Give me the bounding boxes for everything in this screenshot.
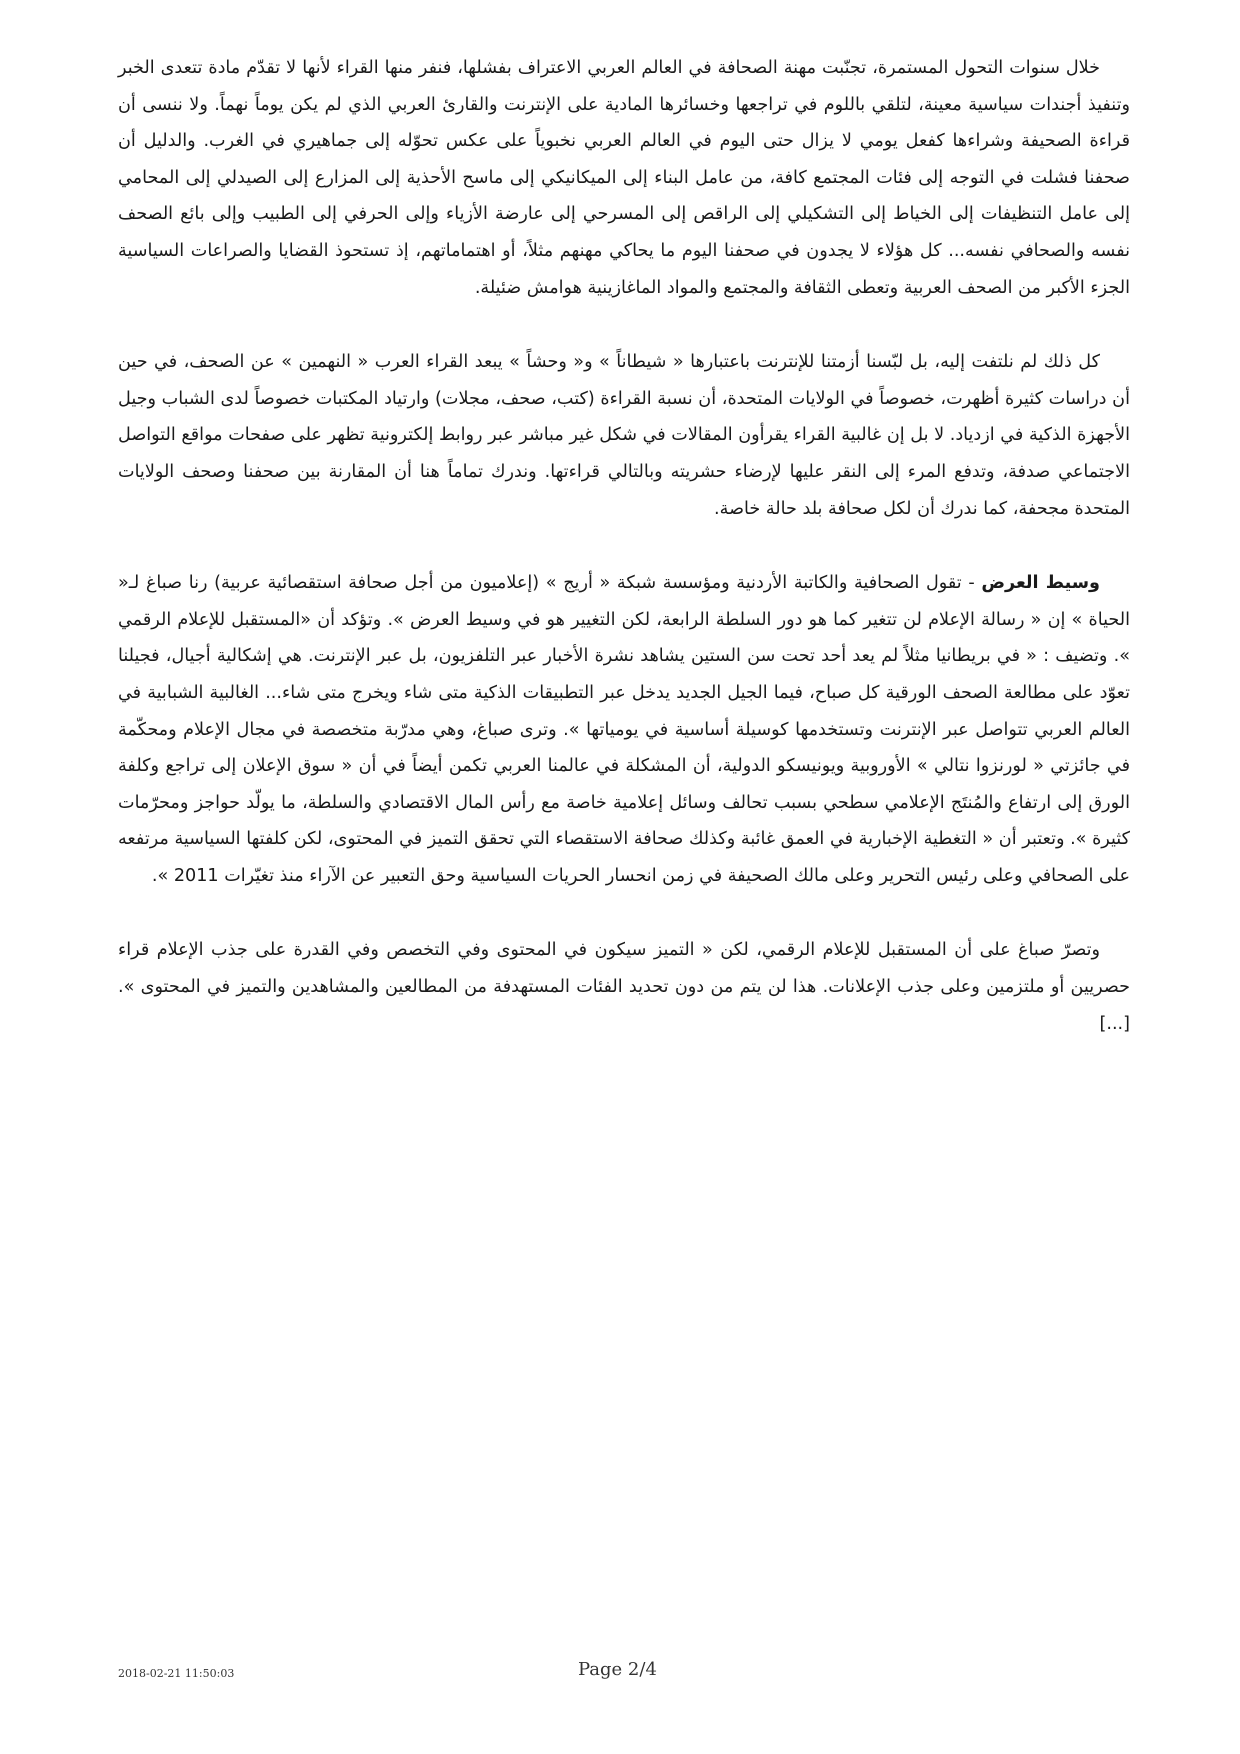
footer-timestamp: 2018-02-21 11:50:03 xyxy=(118,1667,235,1680)
paragraph-2-text: كل ذلك لم نلتفت إليه، بل لبّسنا أزمتنا للإنترنت باعتبارها « شيطاناً » و« وحشاً » يبعد القراء العرب « النهمين » عن الصحف، في حين أن دراسات كثيرة أظهرت، خصوصاً في الولايات المتحدة، أن نسبة القراءة (كتب، صحف، مجلات) وارتياد المكتبات خصوصاً لدى الشباب وجيل الأجهزة الذكية في ازدياد. لا بل إن غالبية القراء يقرأون المقالات في شكل غير مباشر عبر روابط إلكترونية تظهر على صفحات مواقع التواصل الاجتماعي صدفة، وتدفع المرء إلى النقر عليها لإرضاء حشريته وبالتالي قراءتها. وندرك تماماً هنا أن المقارنة بين صحفنا وصحف الولايات المتحدة مجحفة، كما ندرك أن لكل صحافة بلد حالة خاصة. xyxy=(118,352,1130,519)
article-paragraph-3 xyxy=(118,565,1130,894)
article-body xyxy=(118,50,1130,1080)
paragraph-3-text: - تقول الصحافية والكاتبة الأردنية ومؤسسة شبكة « أريج » (إعلاميون من أجل صحافة استقصائية عربية) رنا صباغ لـ« الحياة » إن « رسالة الإعلام لن تتغير كما هو دور السلطة الرابعة، لكن التغيير هو في وسيط العرض ». وتؤكد أن «المستقبل للإعلام الرقمي ». وتضيف : « في بريطانيا مثلاً لم يعد أحد تحت سن الستين يشاهد نشرة الأخبار عبر التلفزيون، بل عبر الإنترنت. هي إشكالية أجيال، فجيلنا تعوّد على مطالعة الصحف الورقية كل صباح، فيما الجيل الجديد يدخل عبر التطبيقات الذكية متى شاء ويخرج متى شاء... الغالبية الشبابية في العالم العربي تتواصل عبر الإنترنت وتستخدمها كوسيلة أساسية في يومياتها ». وترى صباغ، وهي مدرّبة متخصصة في مجال الإعلام ومحكّمة في جائزتي « لورنزوا نتالي » الأوروبية ويونيسكو الدولية، أن المشكلة في عالمنا العربي تكمن أيضاً في أن « سوق الإعلان إلى تراجع وكلفة الورق إلى ارتفاع والمُنتَج الإعلامي سطحي بسبب تحالف وسائل إعلامية خاصة مع رأس المال الاقتصادي والسلطة، ما يولّد حواجز ومحرّمات كثيرة ». وتعتبر أن « التغطية الإخبارية في العمق غائبة وكذلك صحافة الاستقصاء التي تحقق التميز في المحتوى، لكن كلفتها السياسية مرتفعه على الصحافي وعلى رئيس التحرير وعلى مالك الصحيفة في زمن انحسار الحريات السياسية وحق التعبير عن الآراء منذ تغيّرات 2011 ». xyxy=(118,573,1130,886)
article-paragraph-2 xyxy=(118,344,1130,527)
paragraph-4-text: وتصرّ صباغ على أن المستقبل للإعلام الرقمي، لكن « التميز سيكون في المحتوى وفي التخصص وفي القدرة على جذب الإعلام قراء حصريين أو ملتزمين وعلى جذب الإعلانات. هذا لن يتم من دون تحديد الفئات المستهدفة من المطالعين والمشاهدين والتميز في المحتوى ». [...] xyxy=(118,940,1130,1034)
article-paragraph-1 xyxy=(118,50,1130,306)
footer-page-number: Page 2/4 xyxy=(578,1659,657,1680)
article-paragraph-4 xyxy=(118,932,1130,1042)
paragraph-1-text: خلال سنوات التحول المستمرة، تجنّبت مهنة الصحافة في العالم العربي الاعتراف بفشلها، فنفر منها القراء لأنها لا تقدّم مادة تتعدى الخبر وتنفيذ أجندات سياسية معينة، لتلقي باللوم في تراجعها وخسائرها المادية على الإنترنت والقارئ العربي الذي لم يكن يوماً نهماً. ولا ننسى أن قراءة الصحيفة وشراءها كفعل يومي لا يزال حتى اليوم في العالم العربي نخبوياً على عكس تحوّله إلى جماهيري في الغرب. والدليل أن صحفنا فشلت في التوجه إلى فئات المجتمع كافة، من عامل البناء إلى الميكانيكي إلى ماسح الأحذية إلى المزارع إلى الصيدلي إلى المحامي إلى عامل التنظيفات إلى الخياط إلى التشكيلي إلى الراقص إلى المسرحي إلى عارضة الأزياء وإلى الحرفي إلى الطبيب وإلى بائع الصحف نفسه والصحافي نفسه... كل هؤلاء لا يجدون في صحفنا اليوم ما يحاكي مهنهم مثلاً، أو اهتماماتهم، إذ تستحوذ القضايا والصراعات السياسية الجزء الأكبر من الصحف العربية وتعطى الثقافة والمجتمع والمواد الماغازينية هوامش ضئيلة. xyxy=(118,58,1130,298)
section-subheading: وسيط العرض xyxy=(981,573,1100,594)
